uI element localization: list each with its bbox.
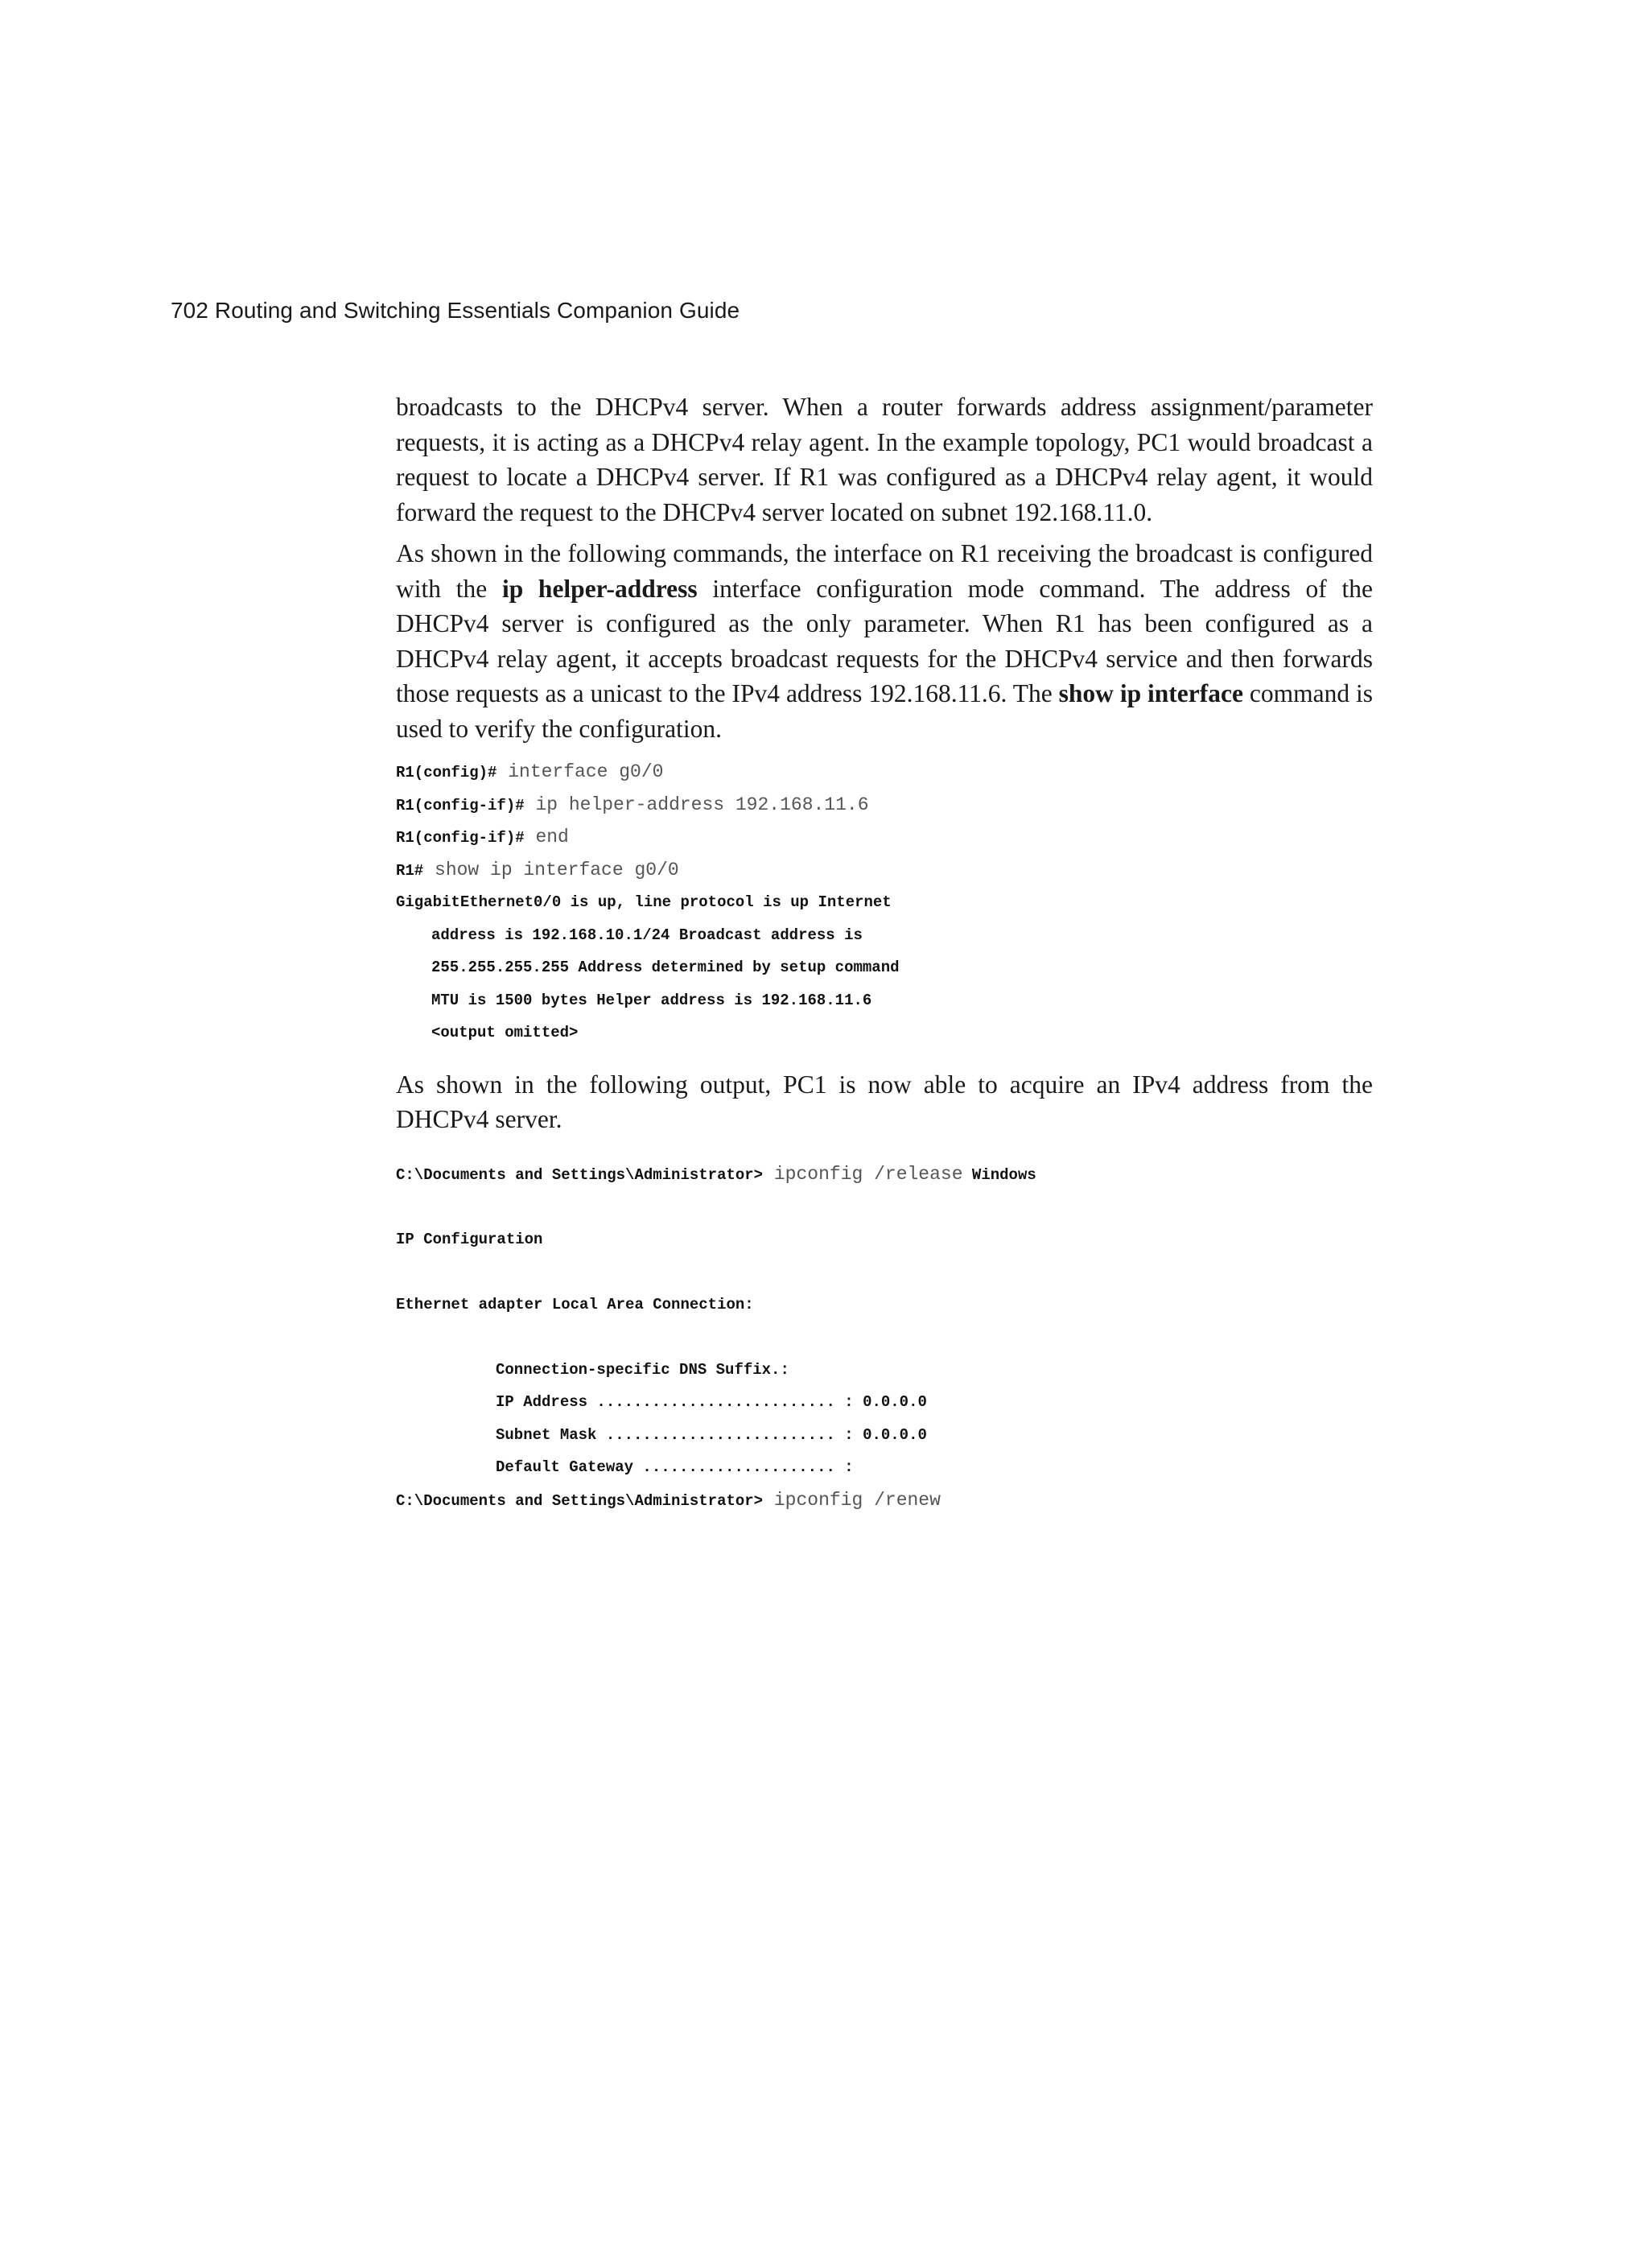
cli-output-line: 255.255.255.255 Address determined by setup command xyxy=(431,959,900,976)
cli-line xyxy=(396,854,1373,887)
cli-output-line: IP Address .......................... : 0.0.0.0 xyxy=(496,1393,927,1411)
cli-prompt: R1(config-if)# xyxy=(396,829,525,847)
cli-line xyxy=(396,756,1373,789)
cli-output-line: GigabitEthernet0/0 is up, line protocol is up Internet xyxy=(396,893,892,911)
cli-output: Windows xyxy=(962,1165,1036,1184)
blank-line xyxy=(396,1256,1373,1289)
cli-output-line: Ethernet adapter Local Area Connection: xyxy=(396,1295,754,1313)
router-config-listing xyxy=(396,756,1373,1049)
cli-output-line: <output omitted> xyxy=(431,1024,579,1041)
paragraph-2-text-a: As shown in the following commands, the interface on R1 receiving the broadcast is configured with the xyxy=(396,539,1373,603)
cli-output-line: address is 192.168.10.1/24 Broadcast address is xyxy=(431,926,863,944)
cli-prompt: R1# xyxy=(396,861,424,880)
cli-line xyxy=(396,789,1373,822)
cli-command: ipconfig /release xyxy=(763,1163,963,1185)
cli-prompt: C:\Documents and Settings\Administrator> xyxy=(396,1165,764,1184)
cli-command: ip helper-address 192.168.11.6 xyxy=(524,794,869,815)
cli-output-line: Subnet Mask ......................... : 0.0.0.0 xyxy=(496,1425,927,1444)
cli-line xyxy=(396,1484,1373,1517)
cli-prompt: R1(config-if)# xyxy=(396,796,525,814)
paragraph-2-text-c: command is used to verify the configuration. xyxy=(396,679,1373,743)
windows-ipconfig-listing xyxy=(396,1158,1373,1517)
cli-prompt: R1(config)# xyxy=(396,764,497,781)
cli-line xyxy=(396,1158,1373,1191)
cli-command: ipconfig /renew xyxy=(763,1489,941,1511)
paragraph-2 xyxy=(396,536,1373,746)
ip-helper-address-keyword: ip helper-address xyxy=(501,574,698,603)
cli-output-line: Default Gateway ..................... : xyxy=(496,1458,854,1476)
page-body xyxy=(396,390,1373,1516)
cli-command: show ip interface g0/0 xyxy=(423,859,679,880)
running-head: 702 Routing and Switching Essentials Companion Guide xyxy=(171,298,740,323)
paragraph-1: broadcasts to the DHCPv4 server. When a router forwards address assignment/parameter requests, it is acting as a DHCPv4 relay agent. In the example topology, PC1 would broadcast a request to locate a DHCPv4 server. If R1 was configured as a DHCPv4 relay agent, it would forward the request to the DHCPv4 server located on subnet 192.168.11.0. xyxy=(396,393,1373,526)
cli-line xyxy=(396,821,1373,854)
blank-line xyxy=(396,1321,1373,1354)
paragraph-3: As shown in the following output, PC1 is now able to acquire an IPv4 address from the DHCPv4 server. xyxy=(396,1070,1373,1133)
cli-output-line: Connection-specific DNS Suffix.: xyxy=(496,1360,789,1379)
cli-prompt: C:\Documents and Settings\Administrator> xyxy=(396,1491,764,1510)
show-ip-interface-keyword: show ip interface xyxy=(1058,679,1243,707)
cli-output-line: IP Configuration xyxy=(396,1230,543,1248)
cli-command: end xyxy=(524,827,569,847)
paragraph-2-text-b: interface configuration mode command. The address of the DHCPv4 server is configured as the only parameter. When R1 has been configured as a DHCPv4 relay agent, it accepts broadcast requests for the DHCPv4 service and then forwards those requests as a unicast to the IPv4 address 192.168.11.6. The xyxy=(396,574,1373,707)
cli-command: interface g0/0 xyxy=(496,761,664,782)
blank-line xyxy=(396,1190,1373,1223)
cli-output-line: MTU is 1500 bytes Helper address is 192.168.11.6 xyxy=(431,991,872,1009)
